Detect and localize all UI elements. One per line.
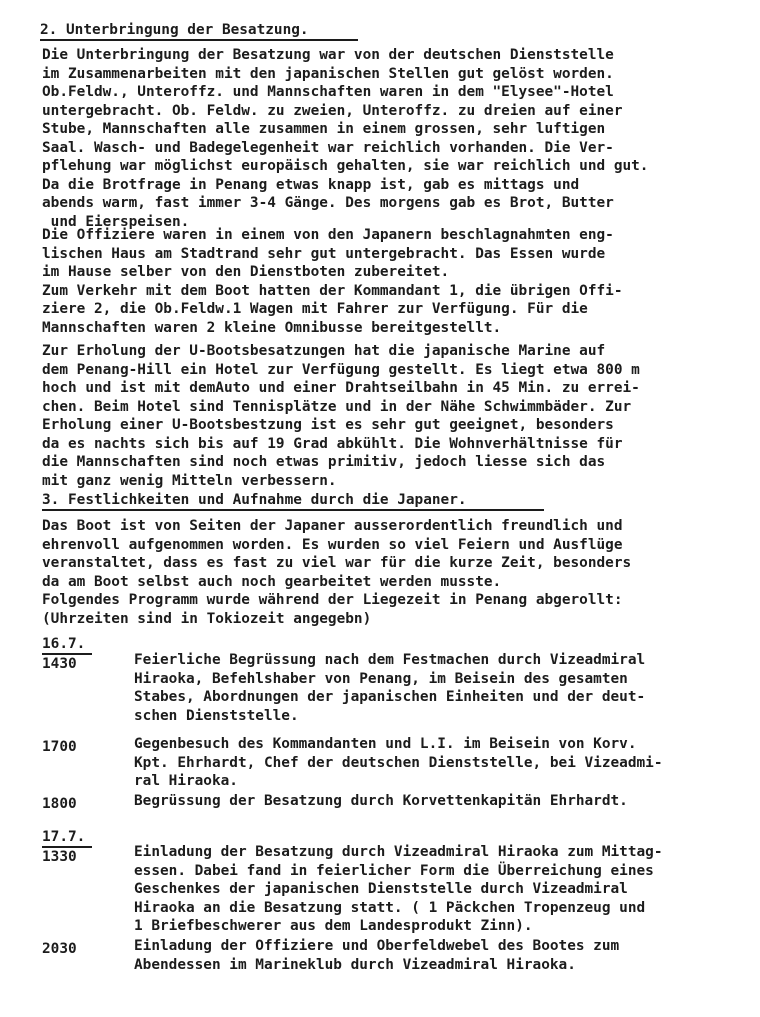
section-2-paragraph-2: Die Offiziere waren in einem von den Japanern beschlagnahmten eng- lischen Haus am Stadtrand sehr gut untergebracht. Das Essen wurde im Hause selber von den Dienstboten zubereitet. Zum Verkehr mit dem Boot hatten der Kommandant 1, die übrigen Offi- ziere 2, die Ob.Feldw.1 Wagen mit Fahrer zur Verfügung. Für die Mannschaften waren 2 kleine Omnibusse bereitgestellt.	[42, 227, 623, 336]
section-2-paragraph-1: Die Unterbringung der Besatzung war von der deutschen Dienststelle im Zusammenarbeiten mit den japanischen Stellen gut gelöst worden. Ob.Feldw., Unteroffz. und Mannschaften waren in dem "Elysee"-Hotel untergebracht. Ob. Feldw. zu zweien, Unteroffz. zu dreien auf einer Stube, Mannschaften alle zusammen in einem grossen, sehr luftigen Saal. Wasch- und Badegelegenheit war reichlich vorhanden. Die Ver- pflehung war möglichst europäisch gehalten, sie war reichlich und gut. Da die Brotfrage in Penang etwas knapp ist, gab es mittags und abends warm, fast immer 3-4 Gänge. Des morgens gab es Brot, Butter und Eierspeisen.	[42, 47, 649, 230]
section-2-heading: 2. Unterbringung der Besatzung.	[40, 22, 309, 38]
schedule-time: 2030	[42, 941, 77, 957]
section-2-heading-underline	[40, 39, 358, 41]
section-2-paragraph-3: Zur Erholung der U-Bootsbesatzungen hat die japanische Marine auf dem Penang-Hill ein Hotel zur Verfügung gestellt. Es liegt etwa 800 m hoch und ist mit demAuto und einer Drahtseilbahn in 45 Min. zu errei- chen. Beim Hotel sind Tennisplätze und in der Nähe Schwimmbäder. Zur Erholung einer U-Bootsbestzung ist es sehr gut geeignet, besonders da es nachts sich bis auf 19 Grad abkühlt. Die Wohnverhältnisse für die Mannschaften sind noch etwas primitiv, jedoch liesse sich das mit ganz wenig Mitteln verbessern.	[42, 343, 640, 489]
schedule-date-16-7: 16.7.	[42, 636, 86, 652]
schedule-entry: Gegenbesuch des Kommandanten und L.I. im Beisein von Korv. Kpt. Ehrhardt, Chef der deutschen Dienststelle, bei Vizeadmi- ral Hiraoka.	[134, 736, 663, 789]
schedule-entry: Begrüssung der Besatzung durch Korvettenkapitän Ehrhardt.	[134, 793, 628, 809]
section-3-heading: 3. Festlichkeiten und Aufnahme durch die Japaner.	[42, 492, 467, 508]
schedule-time: 1700	[42, 739, 77, 755]
section-3-heading-underline	[42, 509, 544, 511]
schedule-time: 1800	[42, 796, 77, 812]
schedule-time: 1430	[42, 656, 77, 672]
schedule-entry: Einladung der Besatzung durch Vizeadmiral Hiraoka zum Mittag- essen. Dabei fand in feierlicher Form die Überreichung eines Geschenkes der japanischen Dienststelle durch Vizeadmiral Hiraoka an die Besatzung statt. ( 1 Päckchen Tropenzeug und 1 Briefbeschwerer aus dem Landesprodukt Zinn).	[134, 844, 663, 934]
schedule-entry: Einladung der Offiziere und Oberfeldwebel des Bootes zum Abendessen im Marineklub durch Vizeadmiral Hiraoka.	[134, 938, 620, 973]
section-3-paragraph-1: Das Boot ist von Seiten der Japaner ausserordentlich freundlich und ehrenvoll aufgenommen worden. Es wurden so viel Feiern und Ausflüge veranstaltet, dass es fast zu viel war für die kurze Zeit, besonders da am Boot selbst auch noch gearbeitet werden musste. Folgendes Programm wurde während der Liegezeit in Penang abgerollt: (Uhrzeiten sind in Tokiozeit angegebn)	[42, 518, 632, 627]
schedule-date-17-7: 17.7.	[42, 829, 86, 845]
schedule-time: 1330	[42, 849, 77, 865]
schedule-entry: Feierliche Begrüssung nach dem Festmachen durch Vizeadmiral Hiraoka, Befehlshaber von Penang, im Beisein des gesamten Stabes, Abordnungen der japanischen Einheiten und der deut- schen Dienststelle.	[134, 652, 646, 724]
